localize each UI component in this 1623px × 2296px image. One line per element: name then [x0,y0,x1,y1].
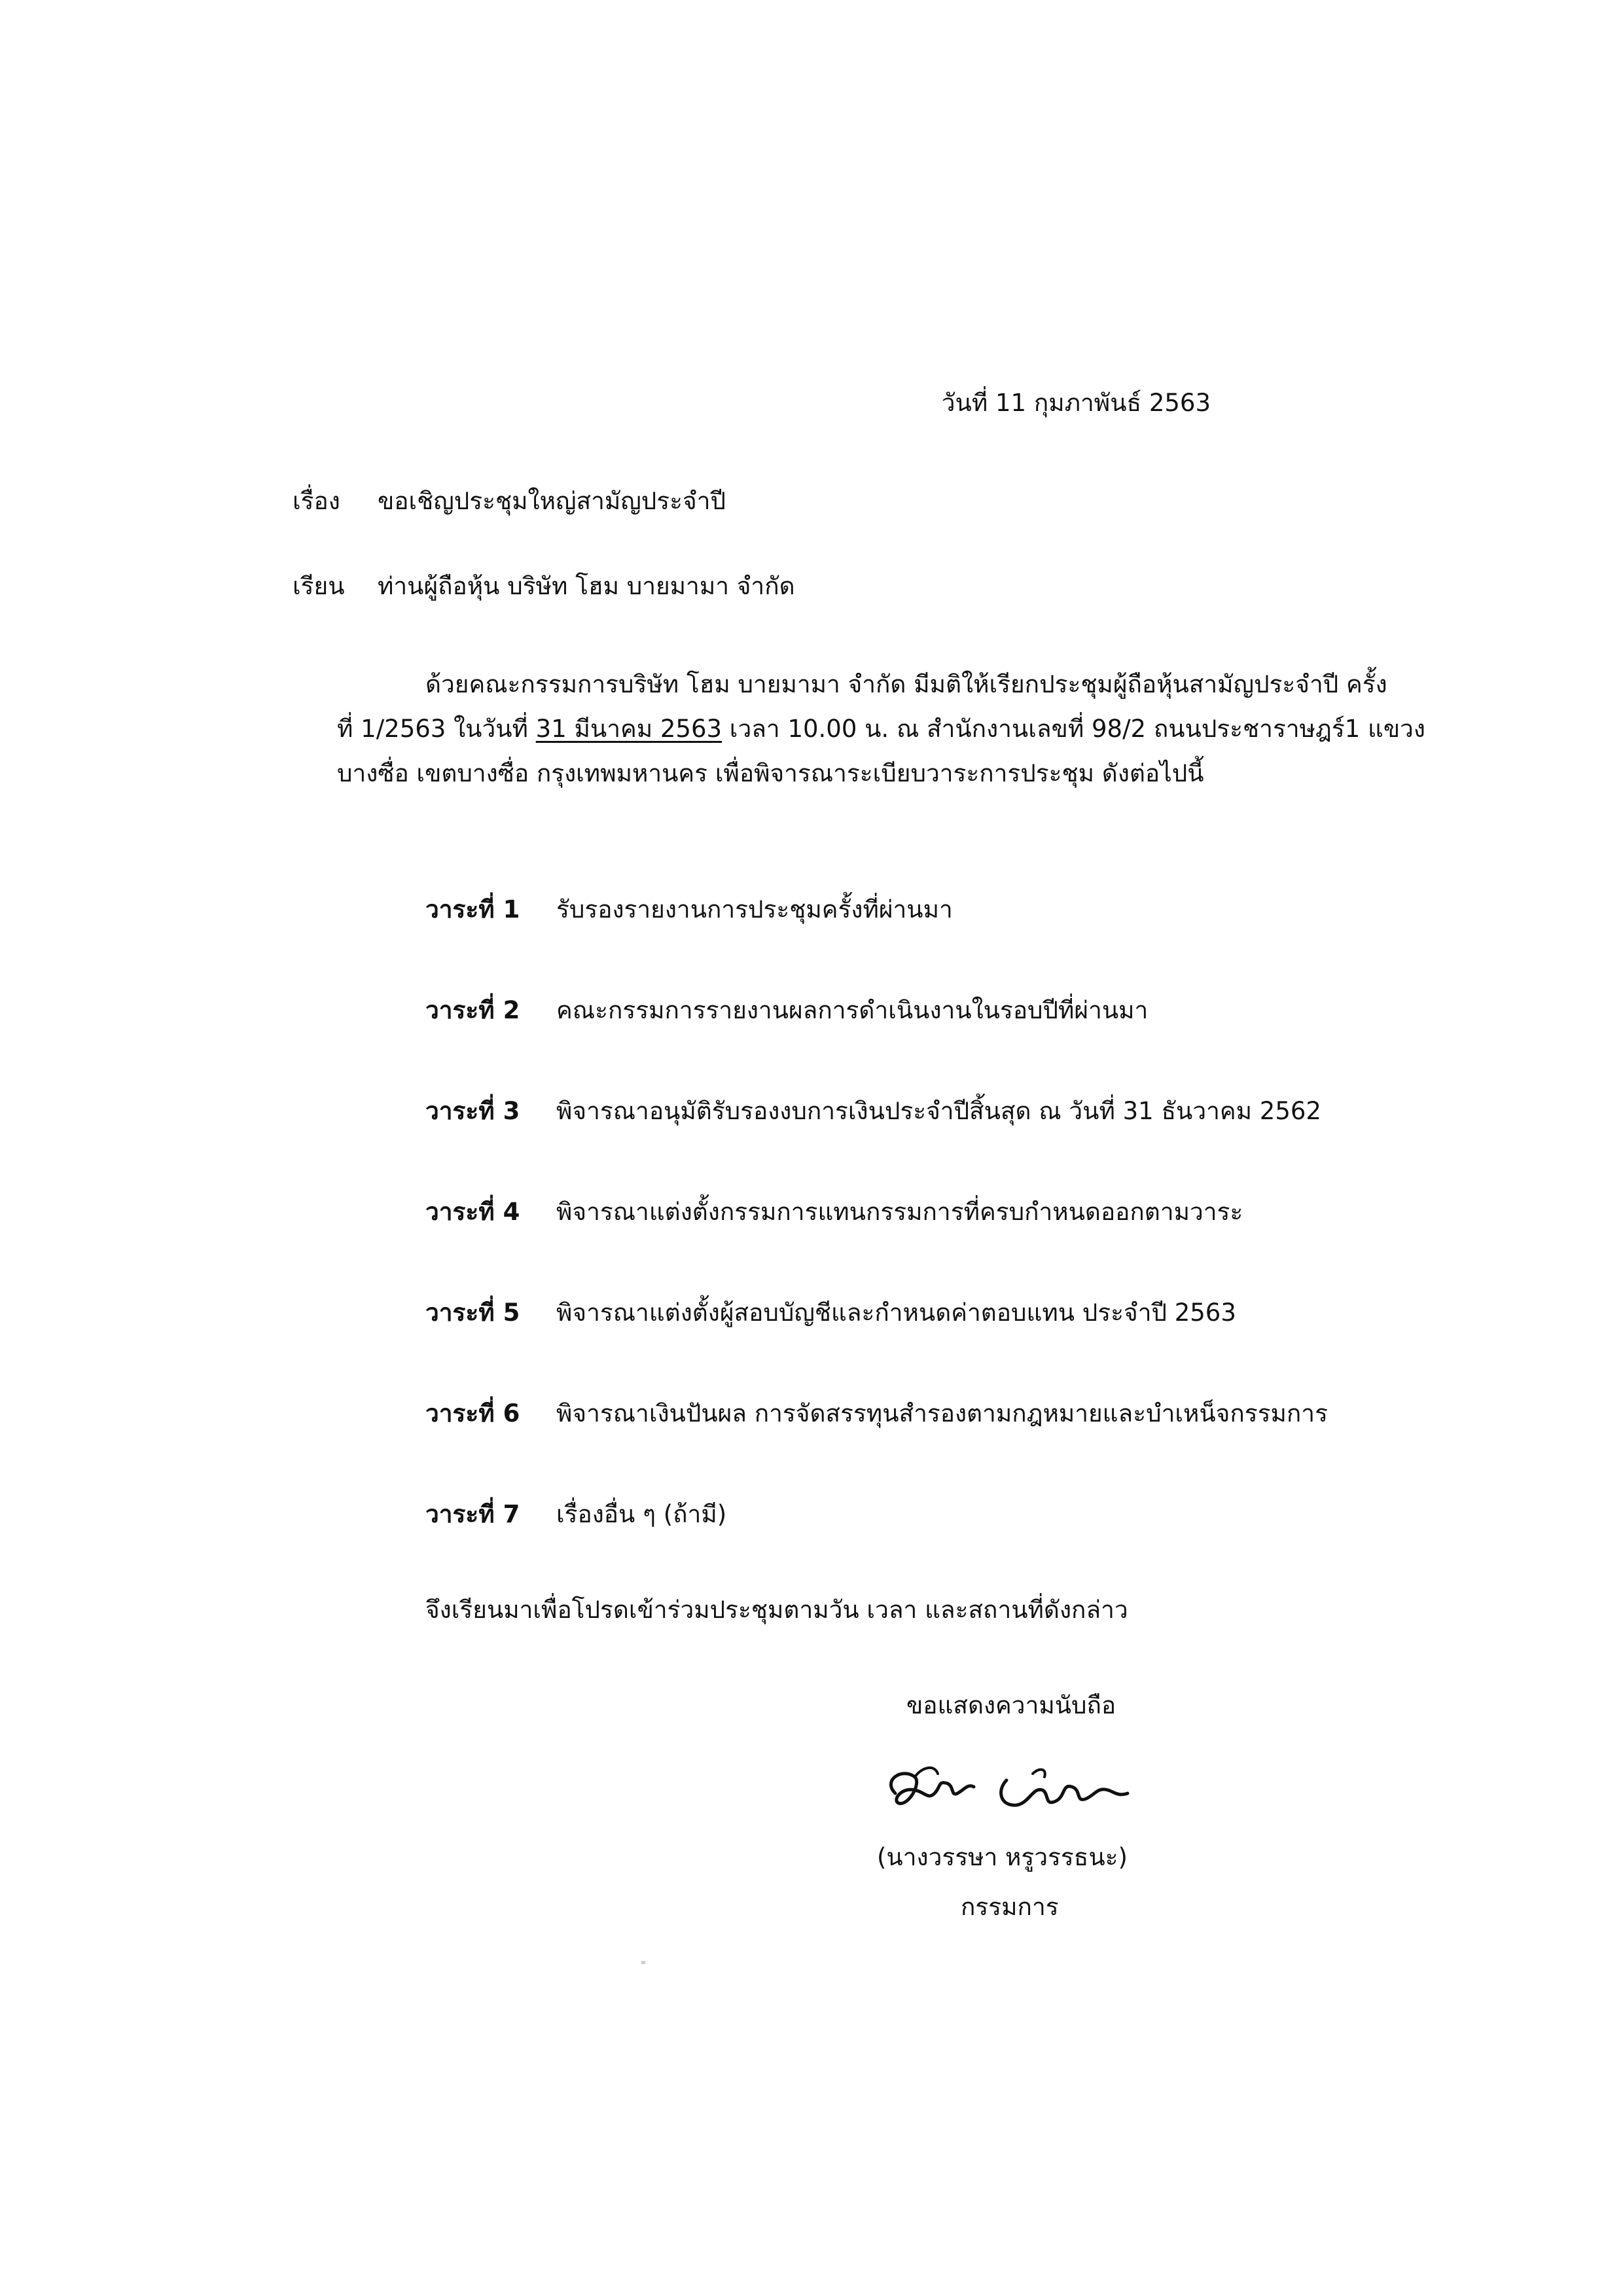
subject-label: เรื่อง [293,487,340,515]
agenda-item-2 [425,991,1148,1030]
agenda-item-6 [425,1394,1328,1433]
agenda-number: วาระที่ 5 [425,1299,520,1327]
closing-sentence: จึงเรียนมาเพื่อโปรดเข้าร่วมประชุมตามวัน เวลา และสถานที่ดังกล่าว [425,1596,1128,1624]
agenda-number: วาระที่ 2 [425,996,520,1024]
subject-text: ขอเชิญประชุมใหญ่สามัญประจำปี [378,487,726,515]
agenda-text: พิจารณาแต่งตั้งกรรมการแทนกรรมการที่ครบกำหนดออกตามวาระ [556,1198,1243,1226]
agenda-item-3 [425,1092,1321,1130]
signature-image [876,1754,1137,1826]
body-line-2 [337,713,1464,745]
agenda-item-4 [425,1193,1243,1231]
agenda-number: วาระที่ 1 [425,895,520,924]
agenda-text: พิจารณาแต่งตั้งผู้สอบบัญชีและกำหนดค่าตอบแทน ประจำปี 2563 [556,1299,1236,1327]
agenda-text: เรื่องอื่น ๆ (ถ้ามี) [556,1500,727,1528]
agenda-item-5 [425,1293,1236,1332]
signer-position: กรรมการ [961,1893,1059,1921]
agenda-item-1 [425,890,953,929]
agenda-number: วาระที่ 3 [425,1097,520,1125]
letter-date: วันที่ 11 กุมภาพันธ์ 2563 [941,389,1211,417]
recipient-label: เรียน [293,572,345,600]
body-line-3: บางซื่อ เขตบางซื่อ กรุงเทพมหานคร เพื่อพิจารณาระเบียบวาระการประชุม ดังต่อไปนี้ [337,759,1204,787]
agenda-text: คณะกรรมการรายงานผลการดำเนินงานในรอบปีที่ผ่านมา [556,996,1149,1024]
recipient-text: ท่านผู้ถือหุ้น บริษัท โฮม บายมามา จำกัด [378,572,795,600]
agenda-number: วาระที่ 6 [425,1399,520,1427]
meeting-date: 31 มีนาคม 2563 [535,715,722,743]
agenda-text: พิจารณาอนุมัติรับรองงบการเงินประจำปีสิ้นสุด ณ วันที่ 31 ธันวาคม 2562 [556,1097,1321,1125]
agenda-text: พิจารณาเงินปันผล การจัดสรรทุนสำรองตามกฎหมายและบำเหน็จกรรมการ [556,1399,1328,1427]
agenda-text: รับรองรายงานการประชุมครั้งที่ผ่านมา [556,895,953,924]
agenda-number: วาระที่ 7 [425,1500,520,1528]
agenda-number: วาระที่ 4 [425,1198,520,1226]
regards-text: ขอแสดงความนับถือ [906,1691,1116,1719]
body-line-1: ด้วยคณะกรรมการบริษัท โฮม บายมามา จำกัด มีมติให้เรียกประชุมผู้ถือหุ้นสามัญประจำปี ครั้ง [425,670,1387,698]
signer-name: (นางวรรษา หรูวรรธนะ) [877,1843,1128,1871]
body-line-2-post: เวลา 10.00 น. ณ สำนักงานเลขที่ 98/2 ถนนประชาราษฎร์1 แขวง [722,715,1425,743]
scan-speck [641,1961,645,1964]
body-line-2-pre: ที่ 1/2563 ในวันที่ [337,715,536,743]
agenda-item-7 [425,1495,726,1534]
